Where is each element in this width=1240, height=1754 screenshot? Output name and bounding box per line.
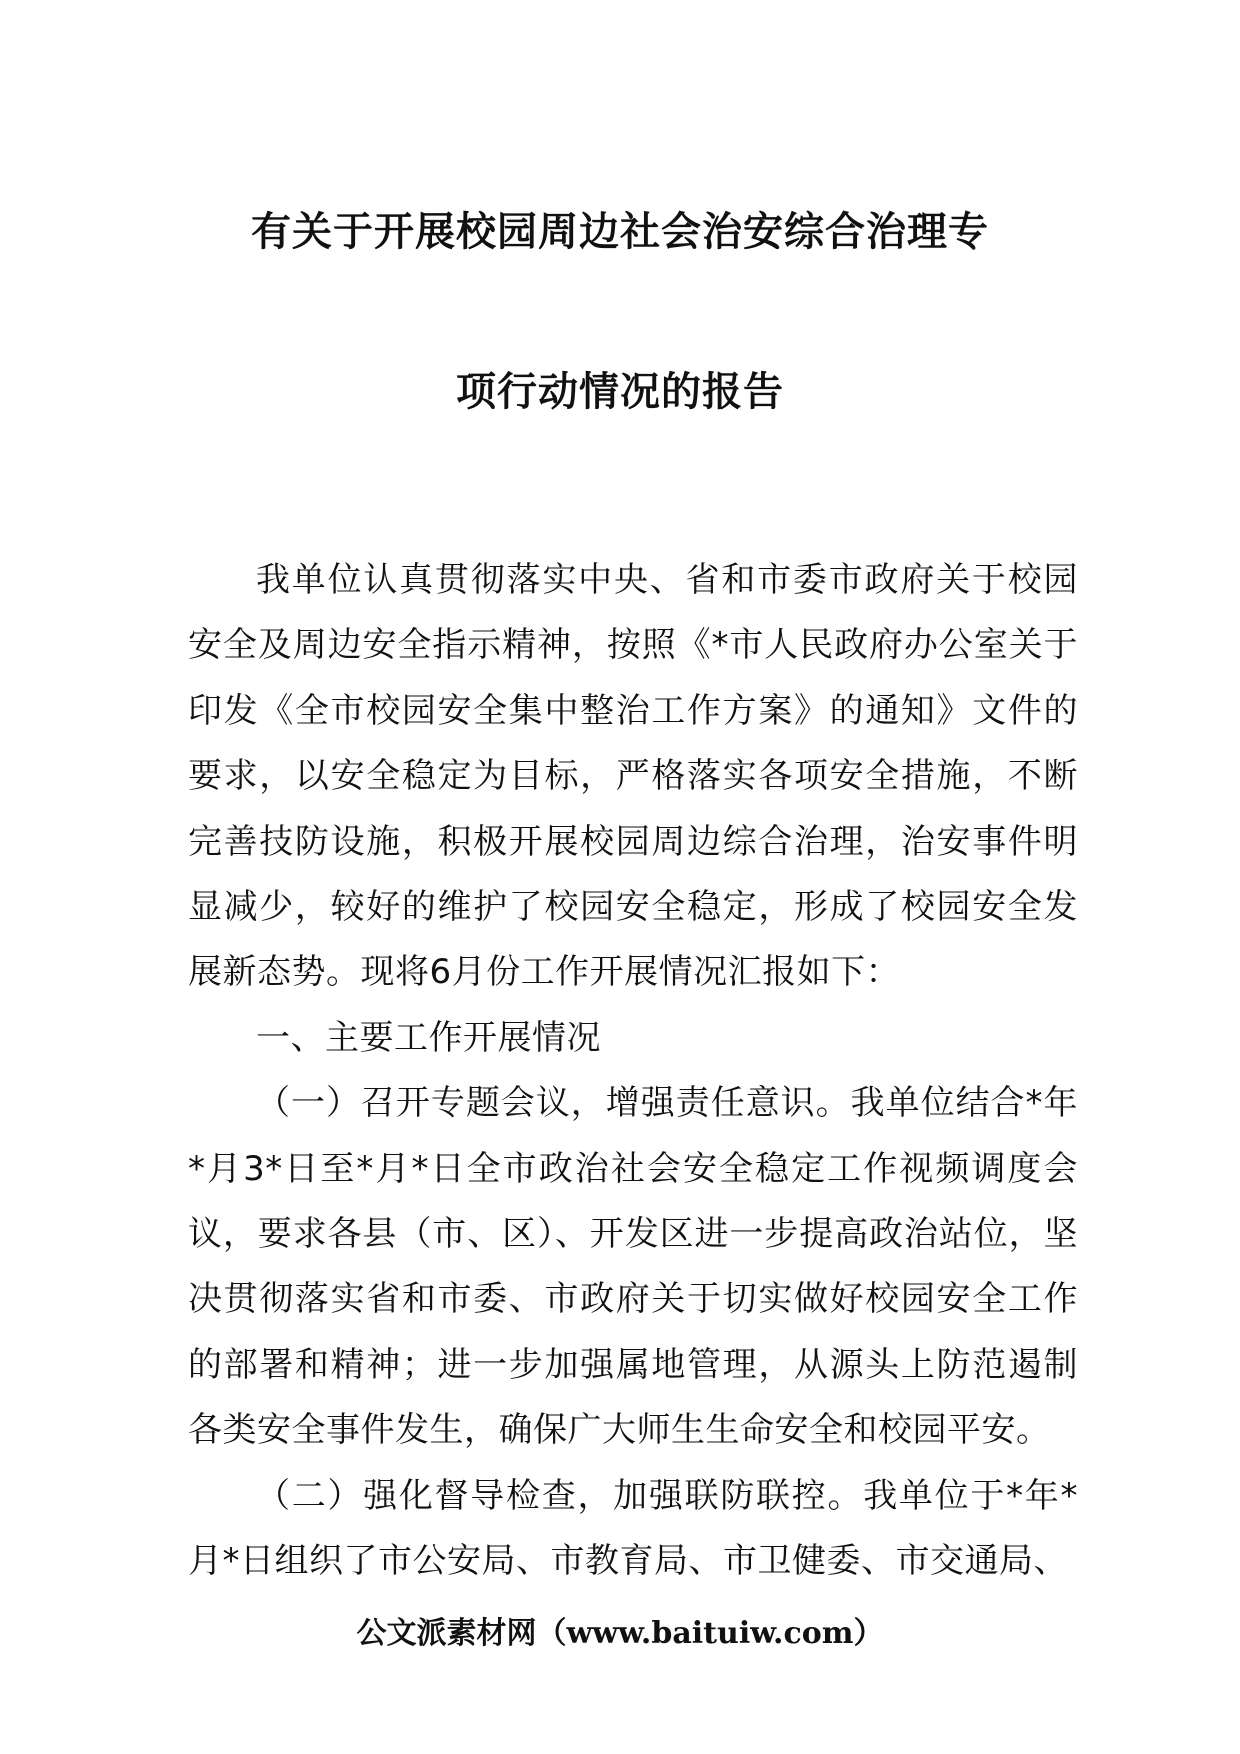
document-title-line-1: 有关于开展校园周边社会治安综合治理专 (251, 209, 989, 255)
footer-watermark: 公文派素材网（www.baituiw.com） (356, 1616, 884, 1651)
paragraph-item-1: （一）召开专题会议，增强责任意识。我单位结合*年*月3*日至*月*日全市政治社会安全稳定工作视频调度会议，要求各县（市、区）、开发区进一步提高政治站位，坚决贯彻落实省和市委、市政府关于切实做好校园安全工作的部署和精神；进一步加强属地管理，从源头上防范遏制各类安全事件发生，确保广大师生生命安全和校园平安。 (188, 1083, 1078, 1451)
section-heading-main-work: 一、主要工作开展情况 (256, 1017, 601, 1058)
paragraph-item-2: （二）强化督导检查，加强联防联控。我单位于*年*月*日组织了市公安局、市教育局、市卫健委、市交通局、 (188, 1475, 1078, 1582)
paragraph-intro: 我单位认真贯彻落实中央、省和市委市政府关于校园安全及周边安全指示精神，按照《*市人民政府办公室关于印发《全市校园安全集中整治工作方案》的通知》文件的要求，以安全稳定为目标，严格落实各项安全措施，不断完善技防设施，积极开展校园周边综合治理，治安事件明显减少，较好的维护了校园安全稳定，形成了校园安全发展新态势。现将6月份工作开展情况汇报如下： (188, 560, 1078, 993)
document-title-line-2: 项行动情况的报告 (456, 369, 784, 415)
document-body (188, 548, 1078, 1595)
